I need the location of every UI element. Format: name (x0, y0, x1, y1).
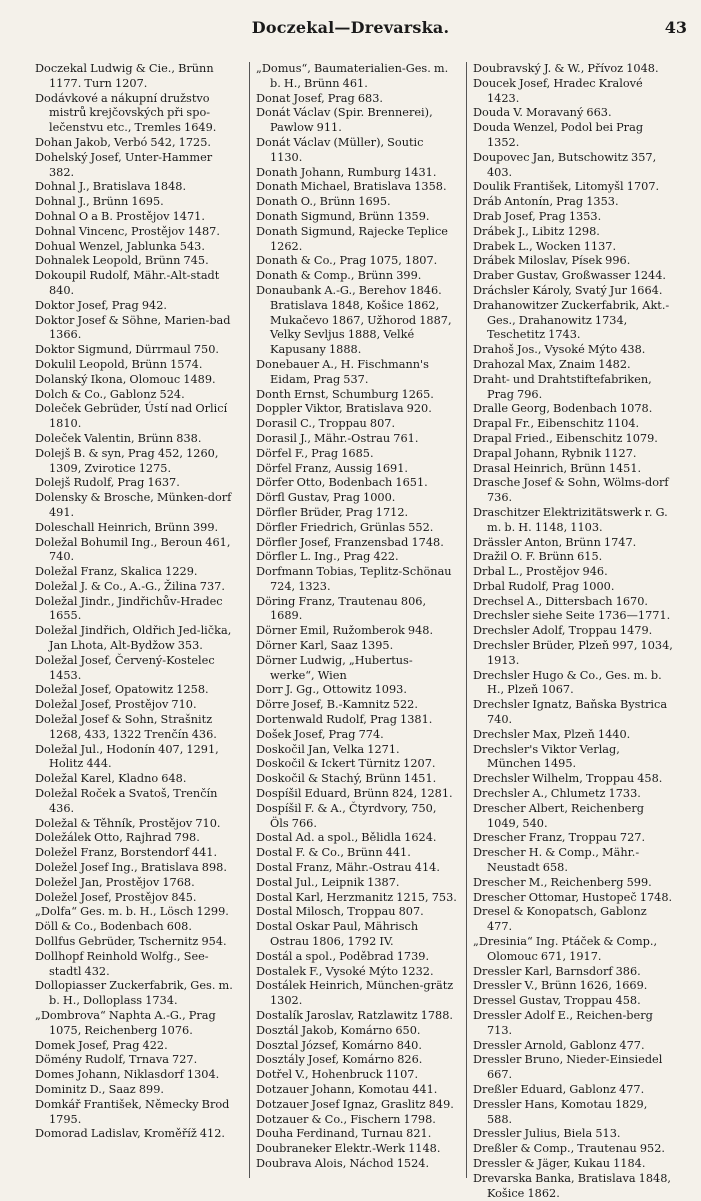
directory-entry: Dostal F. & Co., Brünn 441. (256, 846, 411, 860)
directory-entry: Doležal Jul., Hodonín 407, 1291, Holitz 444. (35, 742, 219, 771)
directory-entry: Draber Gustav, Großwasser 1244. (473, 269, 666, 283)
directory-entry: „Dresinia“ Ing. Ptáček & Comp., Olomouc 671, 1917. (473, 935, 658, 963)
directory-entry: Dreßler & Comp., Trautenau 952. (473, 1142, 665, 1156)
page-number: 43 (664, 18, 687, 37)
directory-entry: Dorr J. Gg., Ottowitz 1093. (256, 683, 407, 697)
directory-entry: Drescher H. & Comp., Mähr.-Neustadt 658. (473, 846, 640, 875)
directory-entry: Drescher M., Reichenberg 599. (473, 875, 652, 889)
directory-entry: Dostalek F., Vysoké Mýto 1232. (256, 964, 434, 978)
directory-entry: Dráb Antonín, Prag 1353. (473, 195, 619, 209)
directory-entry: Dömény Rudolf, Trnava 727. (35, 1053, 198, 1067)
directory-entry: Dohelský Josef, Unter-Hammer 382. (35, 150, 213, 179)
directory-entry: Drab Josef, Prag 1353. (473, 209, 602, 223)
directory-entry: Drechsler Wilhelm, Troppau 458. (473, 772, 663, 786)
directory-entry: Drechsler Brüder, Plzeň 997, 1034, 1913. (473, 639, 673, 667)
directory-entry: Doležal Josef, Červený-Kostelec 1453. (35, 653, 215, 682)
directory-entry: Doležal Jindr., Jindřichův-Hradec 1655. (35, 594, 223, 623)
directory-entry: Dotzauer Josef Ignaz, Graslitz 849. (256, 1097, 454, 1111)
directory-entry: Dolejš Rudolf, Prag 1637. (35, 476, 180, 490)
directory-entry: Donát Václav (Spir. Brennerei), Pawlow 911. (256, 106, 433, 135)
directory-entry: Drahoš Jos., Vysoké Mýto 438. (473, 343, 646, 357)
directory-entry: Dolejš B. & syn, Prag 452, 1260, 1309, Zvirotice 1275. (35, 446, 219, 475)
directory-entry: Drechsel A., Dittersbach 1670. (473, 594, 648, 608)
directory-entry: Drapal Johann, Rybnik 1127. (473, 446, 637, 460)
directory-entry: Dotzauer Johann, Komotau 441. (256, 1082, 438, 1096)
directory-entry: Doppler Viktor, Bratislava 920. (256, 402, 432, 416)
directory-entry: Doležal Bohumil Ing., Beroun 461, 740. (35, 535, 231, 564)
directory-entry: Donaubank A.-G., Berehov 1846. Bratislava 1848, Košice 1862, Mukačevo 1867, Užhorod 1887, Velky Sevljus 1888, Velké Kapusany 1888. (256, 283, 452, 357)
directory-entry: Douha Ferdinand, Turnau 821. (256, 1127, 432, 1141)
directory-entry: Doleschall Heinrich, Brünn 399. (35, 520, 219, 534)
directory-entry: Dráchsler Károly, Svatý Jur 1664. (473, 283, 663, 297)
directory-entry: Doležal Josef, Prostějov 710. (35, 698, 197, 712)
directory-entry: Dörfel Franz, Aussig 1691. (256, 461, 409, 475)
directory-entry: Dörner Karl, Saaz 1395. (256, 639, 394, 653)
directory-entry: Dostal Franz, Mähr.-Ostrau 414. (256, 861, 440, 875)
directory-entry: Drechsler Adolf, Troppau 1479. (473, 624, 653, 638)
directory-entry: Donath Michael, Bratislava 1358. (256, 180, 447, 194)
directory-entry: Doležel Franz, Borstendorf 441. (35, 846, 218, 860)
directory-entry: Dörfl Gustav, Prag 1000. (256, 491, 396, 505)
directory-entry: Dressler Hans, Komotau 1829, 588. (473, 1097, 648, 1126)
directory-entry: Drechsler Ignatz, Baňska Bystrica 740. (473, 698, 668, 727)
directory-entry: Doubrava Alois, Náchod 1524. (256, 1156, 430, 1170)
directory-entry: Dollopiasser Zuckerfabrik, Ges. m. b. H., Dolloplass 1734. (35, 979, 233, 1008)
directory-entry: Dressler V., Brünn 1626, 1669. (473, 979, 648, 993)
directory-entry: Drechsler Max, Plzeň 1440. (473, 727, 631, 741)
page-header (0, 14, 701, 42)
directory-entry: Döring Franz, Trautenau 806, 1689. (256, 594, 427, 623)
directory-entry: Dohnal J., Brünn 1695. (35, 195, 164, 209)
directory-entry: Drbal Rudolf, Prag 1000. (473, 579, 615, 593)
directory-entry: Doležal J. & Co., A.-G., Žilina 737. (35, 579, 225, 593)
directory-entry: Dohnalek Leopold, Brünn 745. (35, 254, 209, 268)
directory-entry: Dressler Julius, Biela 513. (473, 1127, 621, 1141)
directory-entry: Donath & Co., Prag 1075, 1807. (256, 254, 438, 268)
directory-entry: Drahanowitzer Zuckerfabrik, Akt.-Ges., Drahanowitz 1734, Teschetitz 1743. (473, 298, 670, 342)
directory-entry: Doležal Josef & Sohn, Strašnitz 1268, 433, 1322 Trenčín 436. (35, 713, 217, 741)
directory-entry: Dörner Emil, Ružomberok 948. (256, 624, 434, 638)
directory-entry: „Domus“, Baumaterialien-Ges. m. b. H., Brünn 461. (256, 62, 449, 90)
directory-entry: Döll & Co., Bodenbach 608. (35, 920, 192, 934)
directory-entry: Dressler Arnold, Gablonz 477. (473, 1038, 645, 1052)
directory-entry: Dressler Adolf E., Reichen-berg 713. (473, 1009, 653, 1037)
directory-entry: Drässler Anton, Brünn 1747. (473, 535, 637, 549)
directory-entry: Donath & Comp., Brünn 399. (256, 269, 422, 283)
directory-entry: Drechsler siehe Seite 1736—1771. (473, 609, 671, 623)
directory-entry: Dörfler Brüder, Prag 1712. (256, 505, 409, 519)
directory-entry: Dolanský Ikona, Olomouc 1489. (35, 372, 216, 386)
directory-entry: Dostal Jul., Leipnik 1387. (256, 875, 400, 889)
directory-entry: Drapal Fr., Eibenschitz 1104. (473, 417, 640, 431)
directory-entry: Doležal Josef, Opatowitz 1258. (35, 683, 209, 697)
directory-entry: Dressler Bruno, Nieder-Einsiedel 667. (473, 1053, 663, 1082)
directory-entry: Dorasil J., Mähr.-Ostrau 761. (256, 431, 419, 445)
directory-entry: Dokulil Leopold, Brünn 1574. (35, 357, 203, 371)
directory-entry: Doupovec Jan, Butschowitz 357, 403. (473, 150, 657, 179)
directory-entry: Dosztály Josef, Komárno 826. (256, 1053, 423, 1067)
directory-entry: Dominitz D., Saaz 899. (35, 1082, 164, 1096)
directory-entry: Drábek J., Libitz 1298. (473, 224, 600, 238)
directory-entry: Donath Sigmund, Brünn 1359. (256, 209, 430, 223)
page-title: Doczekal—Drevarska. (251, 18, 450, 37)
directory-entry: Donath Sigmund, Rajecke Teplice 1262. (256, 224, 448, 253)
directory-entry: Dollhopf Reinhold Wolfg., See-stadtl 432. (35, 949, 209, 978)
directory-entry: Doktor Josef & Söhne, Marien-bad 1366. (35, 313, 231, 342)
directory-entry: Doleček Valentin, Brünn 838. (35, 431, 202, 445)
directory-entry: Drapal Fried., Eibenschitz 1079. (473, 431, 658, 445)
directory-entry: Dosztál Jakob, Komárno 650. (256, 1023, 421, 1037)
directory-entry: Doležel Josef, Prostějov 845. (35, 890, 197, 904)
directory-entry: Doktor Josef, Prag 942. (35, 298, 168, 312)
directory-entry: Dodávkové a nákupní družstvo mistrů krejčovských při spo-lečenstvu etc., Tremles 1649. (35, 91, 217, 135)
directory-entry: Dörfler Josef, Franzensbad 1748. (256, 535, 444, 549)
directory-entry: Doležel Jan, Prostějov 1768. (35, 875, 195, 889)
directory-entry: Doležel Josef Ing., Bratislava 898. (35, 861, 227, 875)
directory-entry: Dörfer Otto, Bodenbach 1651. (256, 476, 428, 490)
directory-entry: Doskočil & Stachý, Brünn 1451. (256, 772, 437, 786)
directory-entry: Dostal Ad. a spol., Bělidla 1624. (256, 831, 437, 845)
directory-entry: Dörfler L. Ing., Prag 422. (256, 550, 399, 564)
directory-entry: Dressler Karl, Barnsdorf 386. (473, 964, 641, 978)
directory-entry: Domek Josef, Prag 422. (35, 1038, 168, 1052)
directory-entry: Doskočil & Ickert Türnitz 1207. (256, 757, 436, 771)
directory-entry: Drahozal Max, Znaim 1482. (473, 357, 631, 371)
directory-entry: Drechsler's Viktor Verlag, München 1495. (473, 742, 620, 771)
directory-entry: Draschitzer Elektrizitätswerk r. G. m. b. H. 1148, 1103. (473, 505, 668, 534)
directory-entry: Donebauer A., H. Fischmann's Eidam, Prag 537. (256, 357, 429, 386)
directory-entry: Dralle Georg, Bodenbach 1078. (473, 402, 653, 416)
directory-entry: Dospíšil Eduard, Brünn 824, 1281. (256, 787, 453, 801)
directory-entry: Douda V. Moravaný 663. (473, 106, 612, 120)
directory-entry: Doucek Josef, Hradec Kralové 1423. (473, 76, 643, 105)
directory-entry: Dohual Wenzel, Jablunka 543. (35, 239, 205, 253)
column-left (32, 62, 243, 1178)
directory-entry: Drábek Miloslav, Písek 996. (473, 254, 631, 268)
directory-entry: Dospíšil F. & A., Čtyrdvory, 750, Öls 766. (256, 801, 437, 830)
directory-entry: Drasche Josef & Sohn, Wölms-dorf 736. (473, 476, 669, 505)
directory-entry: Dosztal József, Komárno 840. (256, 1038, 422, 1052)
directory-entry: Dörfel F., Prag 1685. (256, 446, 374, 460)
directory-entry: Domes Johann, Niklasdorf 1304. (35, 1068, 220, 1082)
directory-entry: „Dombrova“ Naphta A.-G., Prag 1075, Reichenberg 1076. (35, 1009, 216, 1037)
directory-entry: Doleček Gebrüder, Ústí nad Orlicí 1810. (35, 402, 228, 431)
directory-entry: Doczekal Ludwig & Cie., Brünn 1177. Turn 1207. (35, 62, 214, 90)
directory-entry: Dressler & Jäger, Kukau 1184. (473, 1156, 646, 1170)
column-middle (249, 62, 460, 1178)
directory-entry: Dolensky & Brosche, Münken-dorf 491. (35, 491, 232, 519)
directory-entry: Dostal Oskar Paul, Mährisch Ostrau 1806, 1792 IV. (256, 920, 419, 949)
directory-entry: Donat Josef, Prag 683. (256, 91, 383, 105)
directory-entry: Dresel & Konopatsch, Gablonz 477. (473, 905, 647, 934)
directory-entry: Domkář František, Německy Brod 1795. (35, 1097, 230, 1126)
directory-entry: Dotzauer & Co., Fischern 1798. (256, 1112, 436, 1126)
directory-entry: Donth Ernst, Schumburg 1265. (256, 387, 434, 401)
directory-entry: Dörfler Friedrich, Grünlas 552. (256, 520, 434, 534)
directory-entry: Dohan Jakob, Verbó 542, 1725. (35, 135, 211, 149)
directory-entry: Dreßler Eduard, Gablonz 477. (473, 1082, 645, 1096)
directory-entry: Drescher Ottomar, Hustopeč 1748. (473, 890, 673, 904)
directory-entry: Dohnal Vincenc, Prostějov 1487. (35, 224, 220, 238)
directory-entry: Doskočil Jan, Velka 1271. (256, 742, 400, 756)
directory-entry: Dortenwald Rudolf, Prag 1381. (256, 713, 433, 727)
directory-entry: Dorfmann Tobias, Teplitz-Schönau 724, 1323. (256, 565, 452, 593)
directory-entry: Dokoupil Rudolf, Mähr.-Alt-stadt 840. (35, 269, 220, 297)
directory-entry: Domorad Ladislav, Kroměříž 412. (35, 1127, 226, 1141)
directory-entry: Donath Johann, Rumburg 1431. (256, 165, 437, 179)
directory-entry: Donath O., Brünn 1695. (256, 195, 391, 209)
directory-entry: Dražil O. F. Brünn 615. (473, 550, 603, 564)
directory-entry: Drevarska Banka, Bratislava 1848, Košice 1862. (473, 1171, 671, 1200)
directory-entry: Dolch & Co., Gablonz 524. (35, 387, 185, 401)
directory-entry: Drechsler Hugo & Co., Ges. m. b. H., Plzeň 1067. (473, 668, 662, 697)
directory-entry: Dollfus Gebrüder, Tschernitz 954. (35, 935, 227, 949)
directory-entry: Doležal Jindřich, Oldřich Jed-lička, Jan Lhota, Alt-Bydžow 353. (35, 624, 232, 653)
directory-entry: Drescher Albert, Reichenberg 1049, 540. (473, 801, 644, 830)
directory-entry: Dressel Gustav, Troppau 458. (473, 994, 641, 1008)
directory-entry: Doležálek Otto, Rajhrad 798. (35, 831, 200, 845)
directory-entry: Donát Václav (Müller), Soutic 1130. (256, 135, 424, 164)
directory-entry: Doulik František, Litomyšl 1707. (473, 180, 660, 194)
directory-entry: Douda Wenzel, Podol bei Prag 1352. (473, 121, 644, 149)
directory-entry: Dostálek Heinrich, München-grätz 1302. (256, 979, 454, 1008)
directory-entry: Dohnal O a B. Prostějov 1471. (35, 209, 205, 223)
directory-entry: Drechsler A., Chlumetz 1733. (473, 787, 641, 801)
directory-entry: Draht- und Drahtstiftefabriken, Prag 796. (473, 372, 652, 401)
directory-columns (32, 62, 684, 1200)
directory-entry: Drabek L., Wocken 1137. (473, 239, 617, 253)
directory-entry: Dostalík Jaroslav, Ratzlawitz 1788. (256, 1009, 453, 1022)
directory-entry: Došek Josef, Prag 774. (256, 727, 384, 741)
directory-entry: Dohnal J., Bratislava 1848. (35, 180, 187, 194)
directory-entry: Doležal Roček a Svatoš, Trenčín 436. (35, 787, 218, 815)
directory-entry: Doktor Sigmund, Dürrmaul 750. (35, 343, 220, 357)
directory-entry: „Dolfa“ Ges. m. b. H., Lösch 1299. (35, 905, 229, 919)
directory-entry: Dostal Karl, Herzmanitz 1215, 753. (256, 890, 457, 904)
directory-entry: Doležal & Těhník, Prostějov 710. (35, 816, 221, 830)
directory-entry: Drasal Heinrich, Brünn 1451. (473, 461, 642, 475)
column-right (466, 62, 677, 1200)
directory-entry: Dörre Josef, B.-Kamnitz 522. (256, 698, 418, 712)
directory-entry: Doubravský J. & W., Přívoz 1048. (473, 62, 659, 75)
directory-entry: Dorasil C., Troppau 807. (256, 417, 396, 431)
directory-entry: Drbal L., Prostějov 946. (473, 565, 608, 579)
directory-entry: Dostal Milosch, Troppau 807. (256, 905, 424, 919)
directory-entry: Doubraneker Elektr.-Werk 1148. (256, 1142, 441, 1156)
directory-entry: Dotřel V., Hohenbruck 1107. (256, 1068, 419, 1082)
directory-entry: Doležal Karel, Kladno 648. (35, 772, 187, 786)
directory-entry: Dörner Ludwig, „Hubertus-werke“, Wien (256, 653, 413, 682)
directory-entry: Doležal Franz, Skalica 1229. (35, 565, 198, 579)
directory-entry: Drescher Franz, Troppau 727. (473, 831, 646, 845)
directory-entry: Dostál a spol., Poděbrad 1739. (256, 949, 430, 963)
